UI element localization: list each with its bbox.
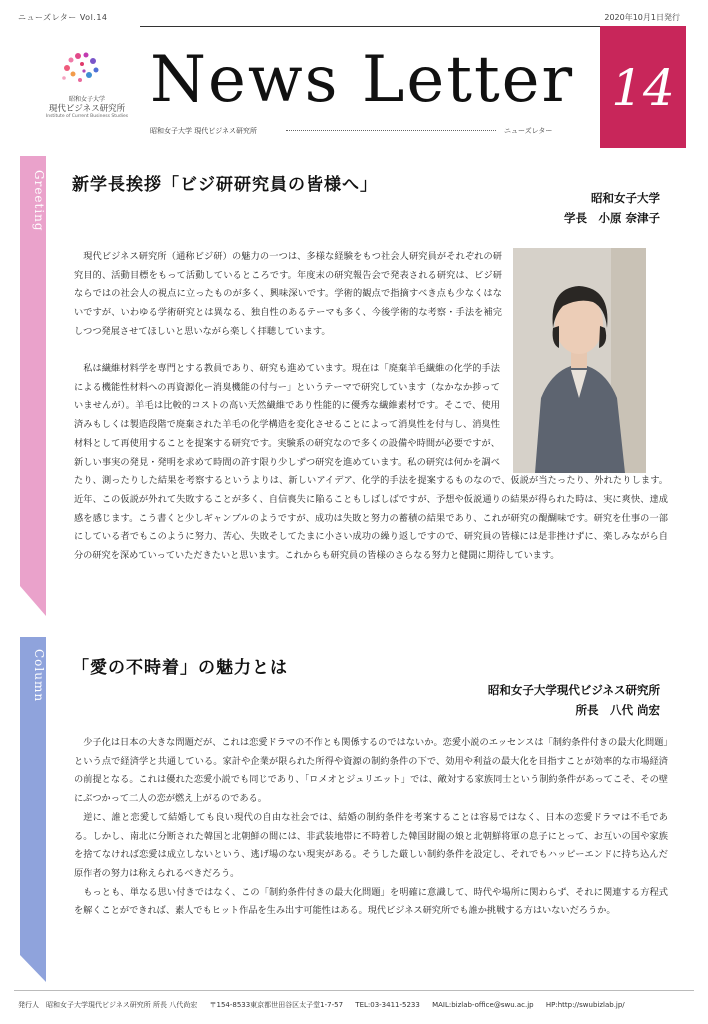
greeting-title: 新学長挨拶「ビジ研研究員の皆様へ」 bbox=[72, 175, 378, 195]
logo-university: 昭和女子大学 bbox=[68, 96, 105, 103]
column-author bbox=[300, 680, 660, 720]
column-author-org: 昭和女子大学現代ビジネス研究所 bbox=[487, 683, 660, 697]
greeting-author bbox=[360, 188, 660, 228]
newsletter-title: News Letter bbox=[150, 43, 575, 117]
greeting-body-lower bbox=[74, 360, 668, 566]
greeting-author-org: 昭和女子大学 bbox=[591, 191, 660, 205]
column-paragraph-3: もっとも、単なる思い付きではなく、この「制約条件付きの最大化問題」を明確に意識して、時代や場所に関わらず、それに関連する方程式を解くことができれば、素人でもヒット作品を生み出す可能性はある。現代ビジネス研究所でも誰か挑戦する方はいないだろうか。 bbox=[74, 886, 668, 917]
logo-english: Institute of Current Business Studies bbox=[45, 114, 129, 119]
title-subtitle-name: ニューズレター bbox=[504, 127, 553, 135]
greeting-band bbox=[20, 156, 46, 616]
header-rule bbox=[140, 26, 600, 27]
greeting-body-upper bbox=[74, 248, 502, 360]
greeting-paragraph-2: 私は繊維材料学を専門とする教員であり、研究も進めています。現在は「廃棄羊毛繊維の化学的手法による機能性材料への再資源化ー消臭機能の付与ー」というテーマで研究しています（なかなか捗っていませんが）。羊毛は比較的コストの高い天然繊維であり性能的に優秀な繊維素材です。そこで、使用済みもしくは製造段階で廃棄された羊毛の化学構造を変化させることによって消臭性を付与し、消臭性材料として再使用することを提案する研究です。実験系の研究なので多くの設備や時間が必要ですが、新しい事実の発見・発明を求めて時間の許す限り少しずつ研究を進めています。私の研究は何かを調べたり、測ったりした結果を考察するというよりは、新しいアイデア、化学的手法を提案するものなので、仮説が当たったり、外れたりします。近年、この仮説が外れて失敗することが多く、自信喪失に陥ることもしばしばですが、予想や仮説通りの結果が得られた時は、実に爽快、達成感を感じます。こう書くと少しギャンブルのようですが、成功は失敗と努力の蓄積の結果であり、これが研究の醍醐味です。研究を仕事の一部にしている者でもこのように努力、苦心、失敗そしてたまに小さい成功の繰り返しですので、研究員の皆様には是非挫けずに、楽しみながら自分の研究を深めていっていただきたいと思います。これからも研究員の皆様のさらなる努力と健闘に期待しています。 bbox=[74, 363, 668, 562]
logo-institute: 現代ビジネス研究所 bbox=[48, 104, 126, 114]
greeting-band-label: Greeting bbox=[32, 170, 46, 232]
issue-number-box bbox=[600, 26, 686, 148]
column-band bbox=[20, 637, 46, 982]
column-band-label: Column bbox=[32, 649, 46, 703]
logo-dots-icon bbox=[56, 50, 106, 90]
footer-tel: TEL:03-3411-5233 bbox=[355, 1001, 420, 1009]
series-label: ニューズレター Vol.14 bbox=[18, 13, 108, 22]
title-subtitle-org: 昭和女子大学 現代ビジネス研究所 bbox=[150, 127, 258, 135]
column-author-name: 所長 八代 尚宏 bbox=[575, 703, 660, 717]
column-paragraph-2: 逆に、誰と恋愛して結婚しても良い現代の自由な社会では、結婚の制約条件を考案することは容易ではなく、日本の恋愛ドラマは不毛である。しかし、南北に分断された韓国と北朝鮮の間には、非武装地帯に不時着した韓国財閥の娘と北朝鮮将軍の息子にとって、お互いの国や家族を捨てなければ恋愛は成立しないという、逃げ場のない現実がある。そうした厳しい制約条件を設定し、それでもハッピーエンドに持ち込んだ原作者の努力は称えられるべきだろう。 bbox=[74, 811, 668, 879]
issue-date: 2020年10月1日発行 bbox=[604, 13, 680, 22]
institute-logo bbox=[42, 50, 132, 130]
title-dotted-rule bbox=[286, 130, 496, 131]
column-title: 「愛の不時着」の魅力とは bbox=[72, 658, 288, 678]
footer-mail: MAIL:bizlab-office@swu.ac.jp bbox=[432, 1001, 534, 1009]
issue-number: 14 bbox=[611, 59, 675, 117]
photo-spacer bbox=[500, 360, 668, 472]
greeting-author-name: 学長 小原 奈津子 bbox=[563, 211, 660, 225]
column-body bbox=[74, 734, 668, 921]
footer-publisher: 発行人 昭和女子大学現代ビジネス研究所 所長 八代尚宏 bbox=[18, 1001, 198, 1009]
greeting-paragraph-1: 現代ビジネス研究所（通称ビジ研）の魅力の一つは、多様な経験をもつ社会人研究員がそれぞれの研究目的、活動目標をもって活動しているところです。年度末の研究報告会で発表される研究は、ビジ研ならではの社会人の視点に立ったものが多く、興味深いです。学術的観点で指摘すべき点も少なくはないですが、いわゆる学術研究とは異なる、独自性のあるテーマも多く、今後学術的な考察・手法を補完しつつ発展させてほしいと思いながら楽しく拝聴しています。 bbox=[74, 251, 502, 337]
footer-address: 〒154-8533東京都世田谷区太子堂1-7-57 bbox=[209, 1001, 344, 1009]
footer-hp: HP:http://swubizlab.jp/ bbox=[545, 1001, 625, 1009]
footer bbox=[18, 1000, 635, 1010]
footer-rule bbox=[14, 990, 694, 991]
column-paragraph-1: 少子化は日本の大きな問題だが、これは恋愛ドラマの不作とも関係するのではないか。恋愛小説のエッセンスは「制約条件付きの最大化問題」という点で経済学と共通している。家計や企業が限られた所得や資源の制約条件の下で、効用や利益の最大化を目指すことが効率的な市場経済の前提となる。これは優れた恋愛小説でも同じであり、「ロメオとジュリエット」では、敵対する家族同士という制約条件があってこそ、その壁にぶつかって二人の恋が燃え上がるのである。 bbox=[74, 737, 668, 805]
